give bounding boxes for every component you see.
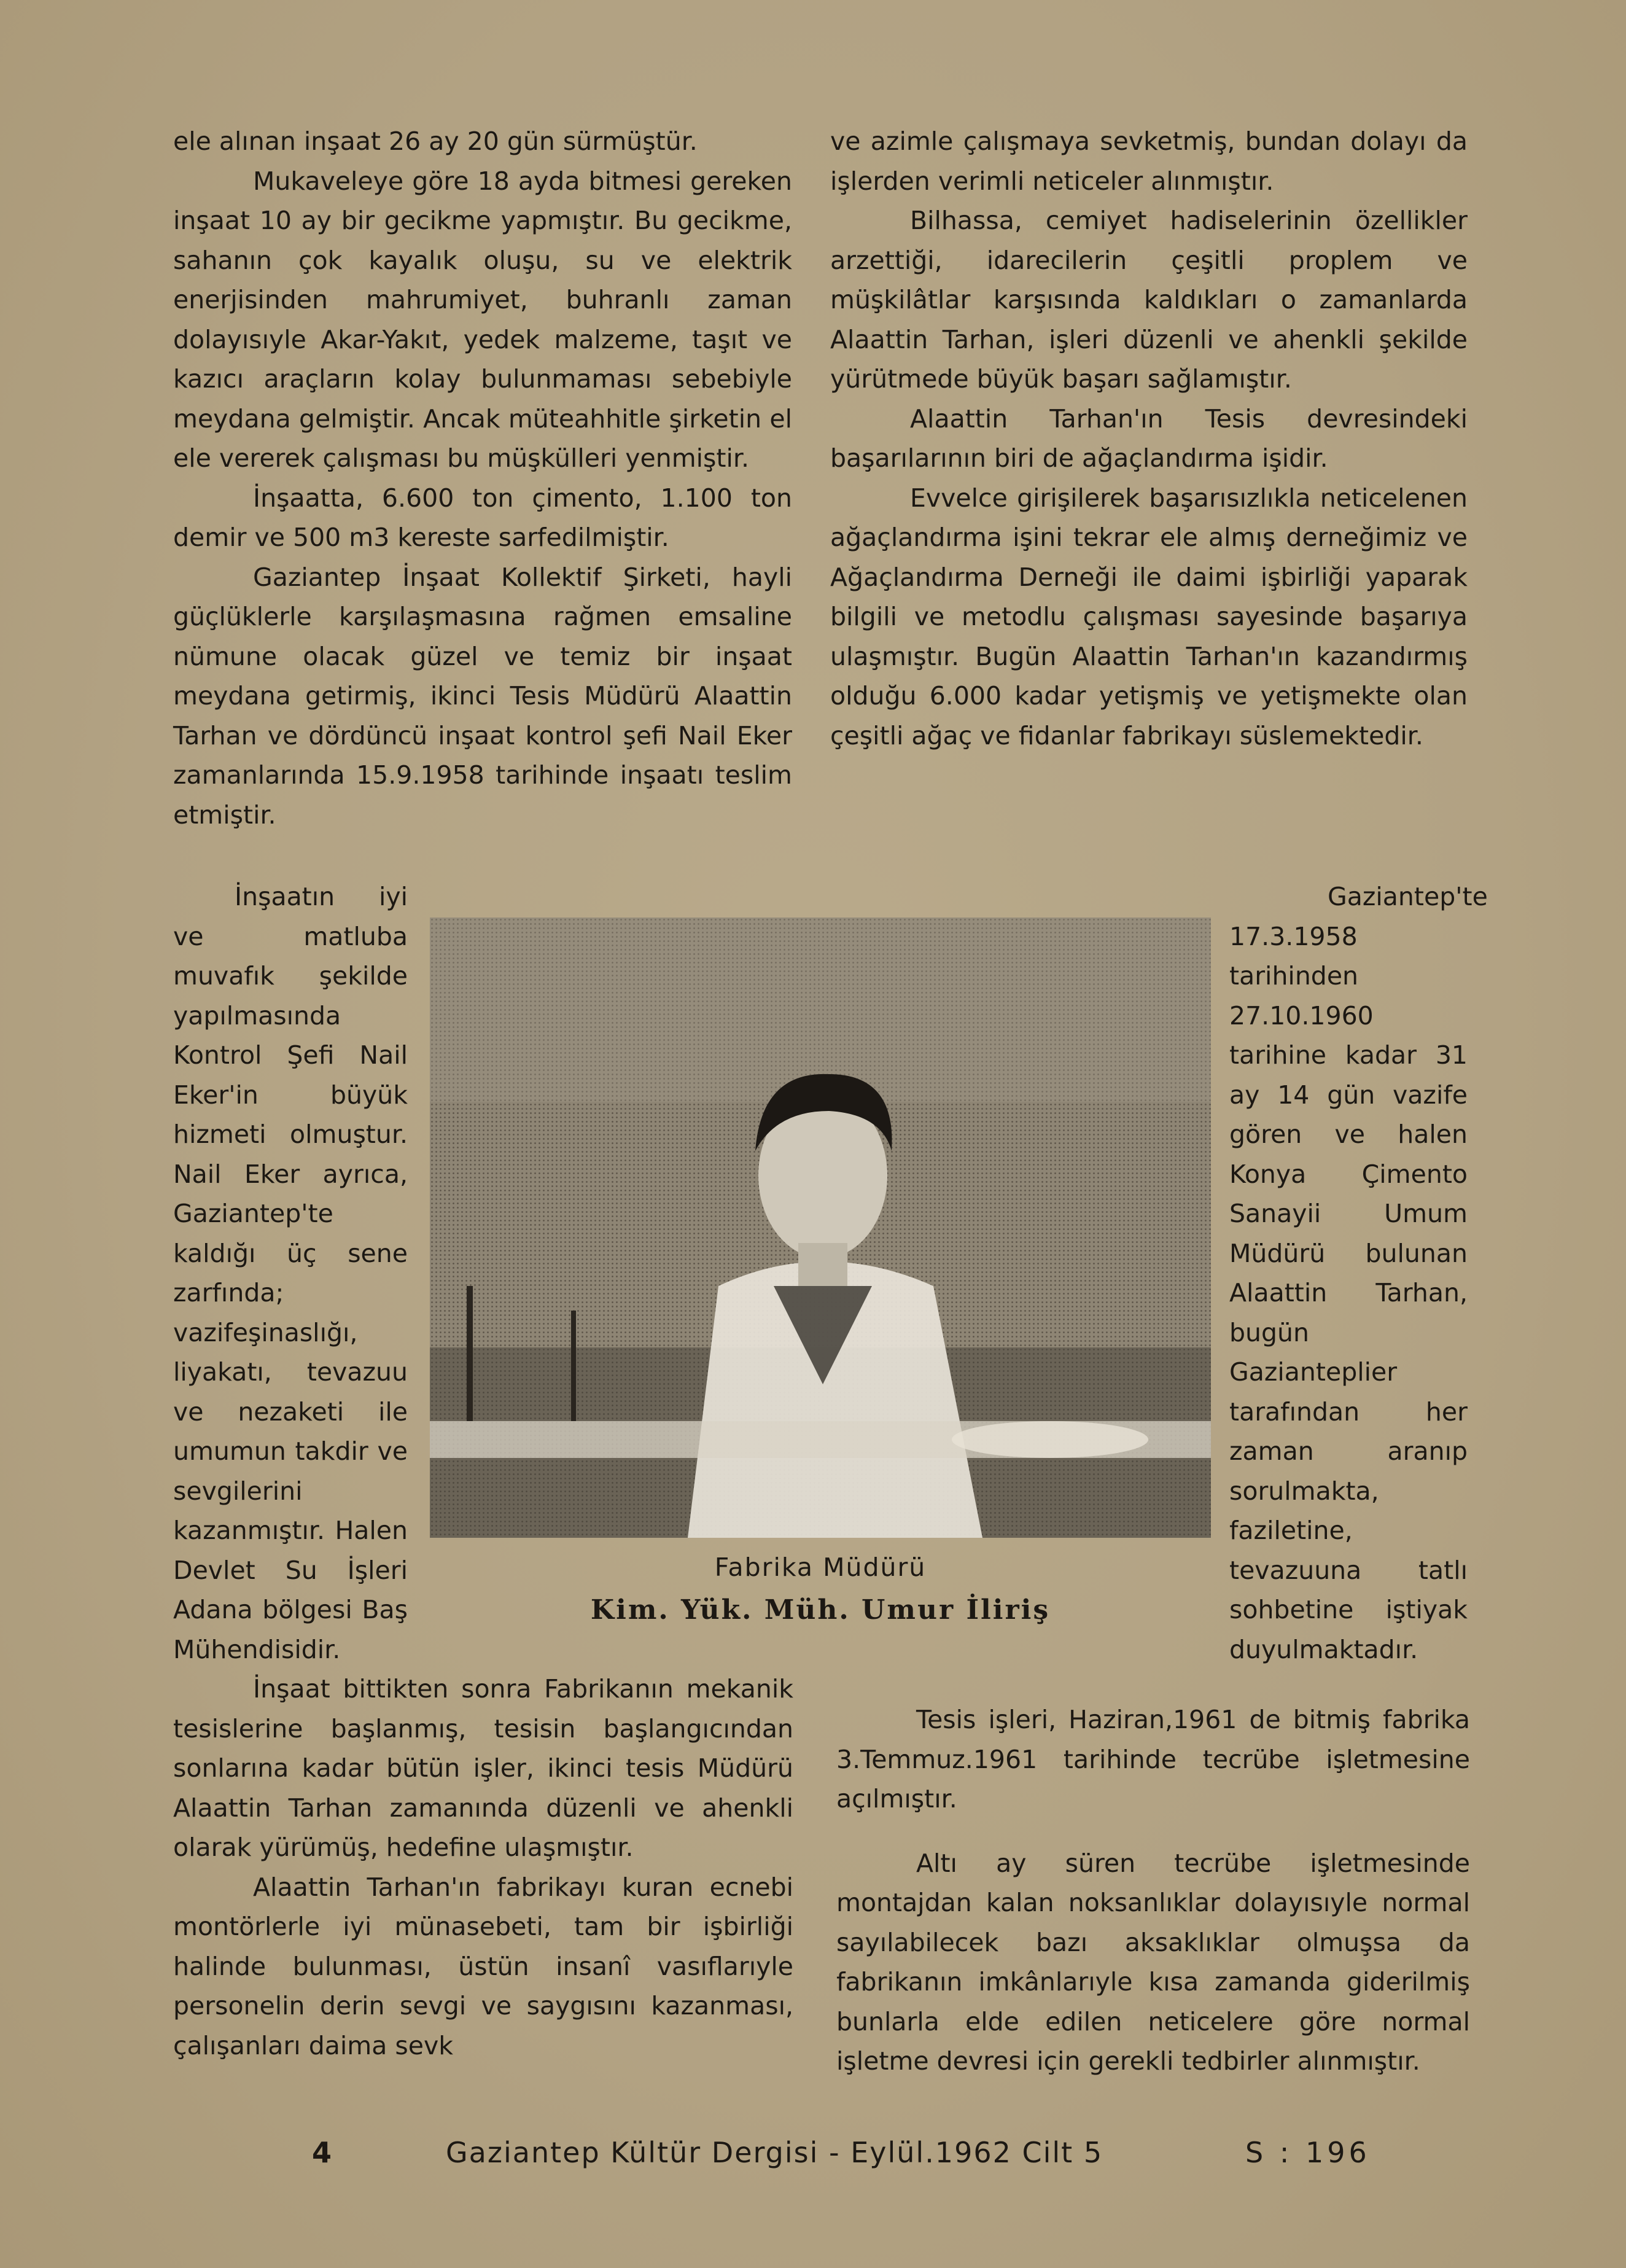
right-column-top: [830, 122, 1468, 755]
portrait-photo: [430, 918, 1211, 1538]
paragraph: İnşaatta, 6.600 ton çimento, 1.100 ton demir ve 500 m3 kereste sarfedilmiştir.: [173, 483, 792, 552]
paragraph: Mukaveleye göre 18 ayda bitmesi gereken inşaat 10 ay bir gecikme yapmıştır. Bu gecikme, sahanın çok kayalık oluşu, su ve elektrik enerjisinden mahrumiyet, buhranlı zaman dolayısıyle Akar-Yakıt, yedek malzeme, taşıt ve kazıcı araçların kolay bulunmaması sebebiyle meydana gelmiştir. Ancak müteahhitle şirketin el ele vererek çalışması bu müşkülleri yenmiştir.: [173, 166, 792, 473]
paragraph: Altı ay süren tecrübe işletmesinde montajdan kalan noksanlıklar dolayısıyle normal sayılabilecek bazı aksaklıklar olmuşsa da fabrikanın imkânlarıyle kısa zamanda giderilmiş bunlarla elde edilen neticelere göre normal işletme devresi için gerekli tedbirler alınmıştır.: [836, 1848, 1470, 2076]
photo-caption-role: Fabrika Müdürü: [714, 1553, 927, 1582]
paragraph: ve azimle çalışmaya sevketmiş, bundan dolayı da işlerden verimli neticeler alınmıştır.: [830, 127, 1468, 196]
photo-caption-name: Kim. Yük. Müh. Umur İliriş: [590, 1594, 1051, 1626]
paragraph: Bilhassa, cemiyet hadiselerinin özellikler arzettiği, idarecilerin çeşitli proplem ve müşkilâtlar karşısında kaldıkları o zamanlarda Alaattin Tarhan, işleri düzenli ve ahenkli şekilde yürütmede büyük başarı sağlamıştır.: [830, 206, 1468, 394]
paragraph: Evvelce girişilerek başarısızlıkla neticelenen ağaçlandırma işini tekrar ele almış derneğimiz ve Ağaçlandırma Derneği ile daimi işbirliği yaparak bilgili ve metodlu çalışması sayesinde başarıya ulaşmıştır. Bugün Alaattin Tarhan'ın kazandırmış olduğu 6.000 kadar yetişmiş ve yetişmekte olan çeşitli ağaç ve fidanlar fabrikayı süslemektedir.: [830, 483, 1468, 750]
left-wrap-column: [173, 877, 408, 1669]
paragraph: İnşaat bittikten sonra Fabrikanın mekanik tesislerine başlanmış, tesisin başlangıcından sonlarına kadar bütün işler, ikinci tesis Müdürü Alaattin Tarhan zamanında düzenli ve ahenkli olarak yürümüş, hedefine ulaşmıştır.: [173, 1674, 793, 1862]
paragraph: Alaattin Tarhan'ın fabrikayı kuran ecnebi montörlerle iyi münasebeti, tam bir işbirliği halinde bulunması, üstün insanî vasıflarıyle personelin derin sevgi ve saygısını kazanması, çalışanları daima sevk: [173, 1872, 793, 2060]
issue-number: S : 196: [1245, 2136, 1371, 2169]
right-column-bottom: [836, 1700, 1470, 2081]
paragraph: Alaattin Tarhan'ın Tesis devresindeki başarılarının biri de ağaçlandırma işidir.: [830, 403, 1468, 473]
paragraph: Gaziantep'te 17.3.1958 tarihinden 27.10.1960 tarihine kadar 31 ay 14 gün vazife gören ve halen Konya Çimento Sanayii Umum Müdürü bulunan Alaattin Tarhan, bugün Gazianteplier tarafından her zaman aranıp sorulmakta, faziletine, tevazuuna tatlı sohbetine iştiyak duyulmaktadır.: [1229, 882, 1488, 1664]
paragraph: Tesis işleri, Haziran,1961 de bitmiş fabrika 3.Temmuz.1961 tarihinde tecrübe işletmesine açılmıştır.: [836, 1705, 1470, 1814]
paragraph: ele alınan inşaat 26 ay 20 gün sürmüştür.: [173, 127, 698, 156]
portrait-illustration: [430, 918, 1211, 1538]
journal-title: Gaziantep Kültür Dergisi - Eylül.1962 Cilt 5: [446, 2136, 1103, 2169]
left-column-bottom: [173, 1669, 793, 2065]
paragraph: İnşaatın iyi ve matluba muvafık şekilde yapılmasında Kontrol Şefi Nail Eker'in büyük hizmeti olmuştur. Nail Eker ayrıca, Gaziantep'te kaldığı üç sene zarfında; vazifeşinaslığı, liyakatı, tevazuu ve nezaketi ile umumun takdir ve sevgilerini kazanmıştır. Halen Devlet Su İşleri Adana bölgesi Baş Mühendisidir.: [173, 882, 408, 1664]
page-number: 4: [312, 2136, 332, 2169]
right-wrap-column: [1229, 877, 1488, 1669]
left-column-top: [173, 122, 792, 835]
paragraph: Gaziantep İnşaat Kollektif Şirketi, hayli güçlüklerle karşılaşmasına rağmen emsaline nümune olacak güzel ve temiz bir inşaat meydana getirmiş, ikinci Tesis Müdürü Alaattin Tarhan ve dördüncü inşaat kontrol şefi Nail Eker zamanlarında 15.9.1958 tarihinde inşaatı teslim etmiştir.: [173, 562, 792, 830]
